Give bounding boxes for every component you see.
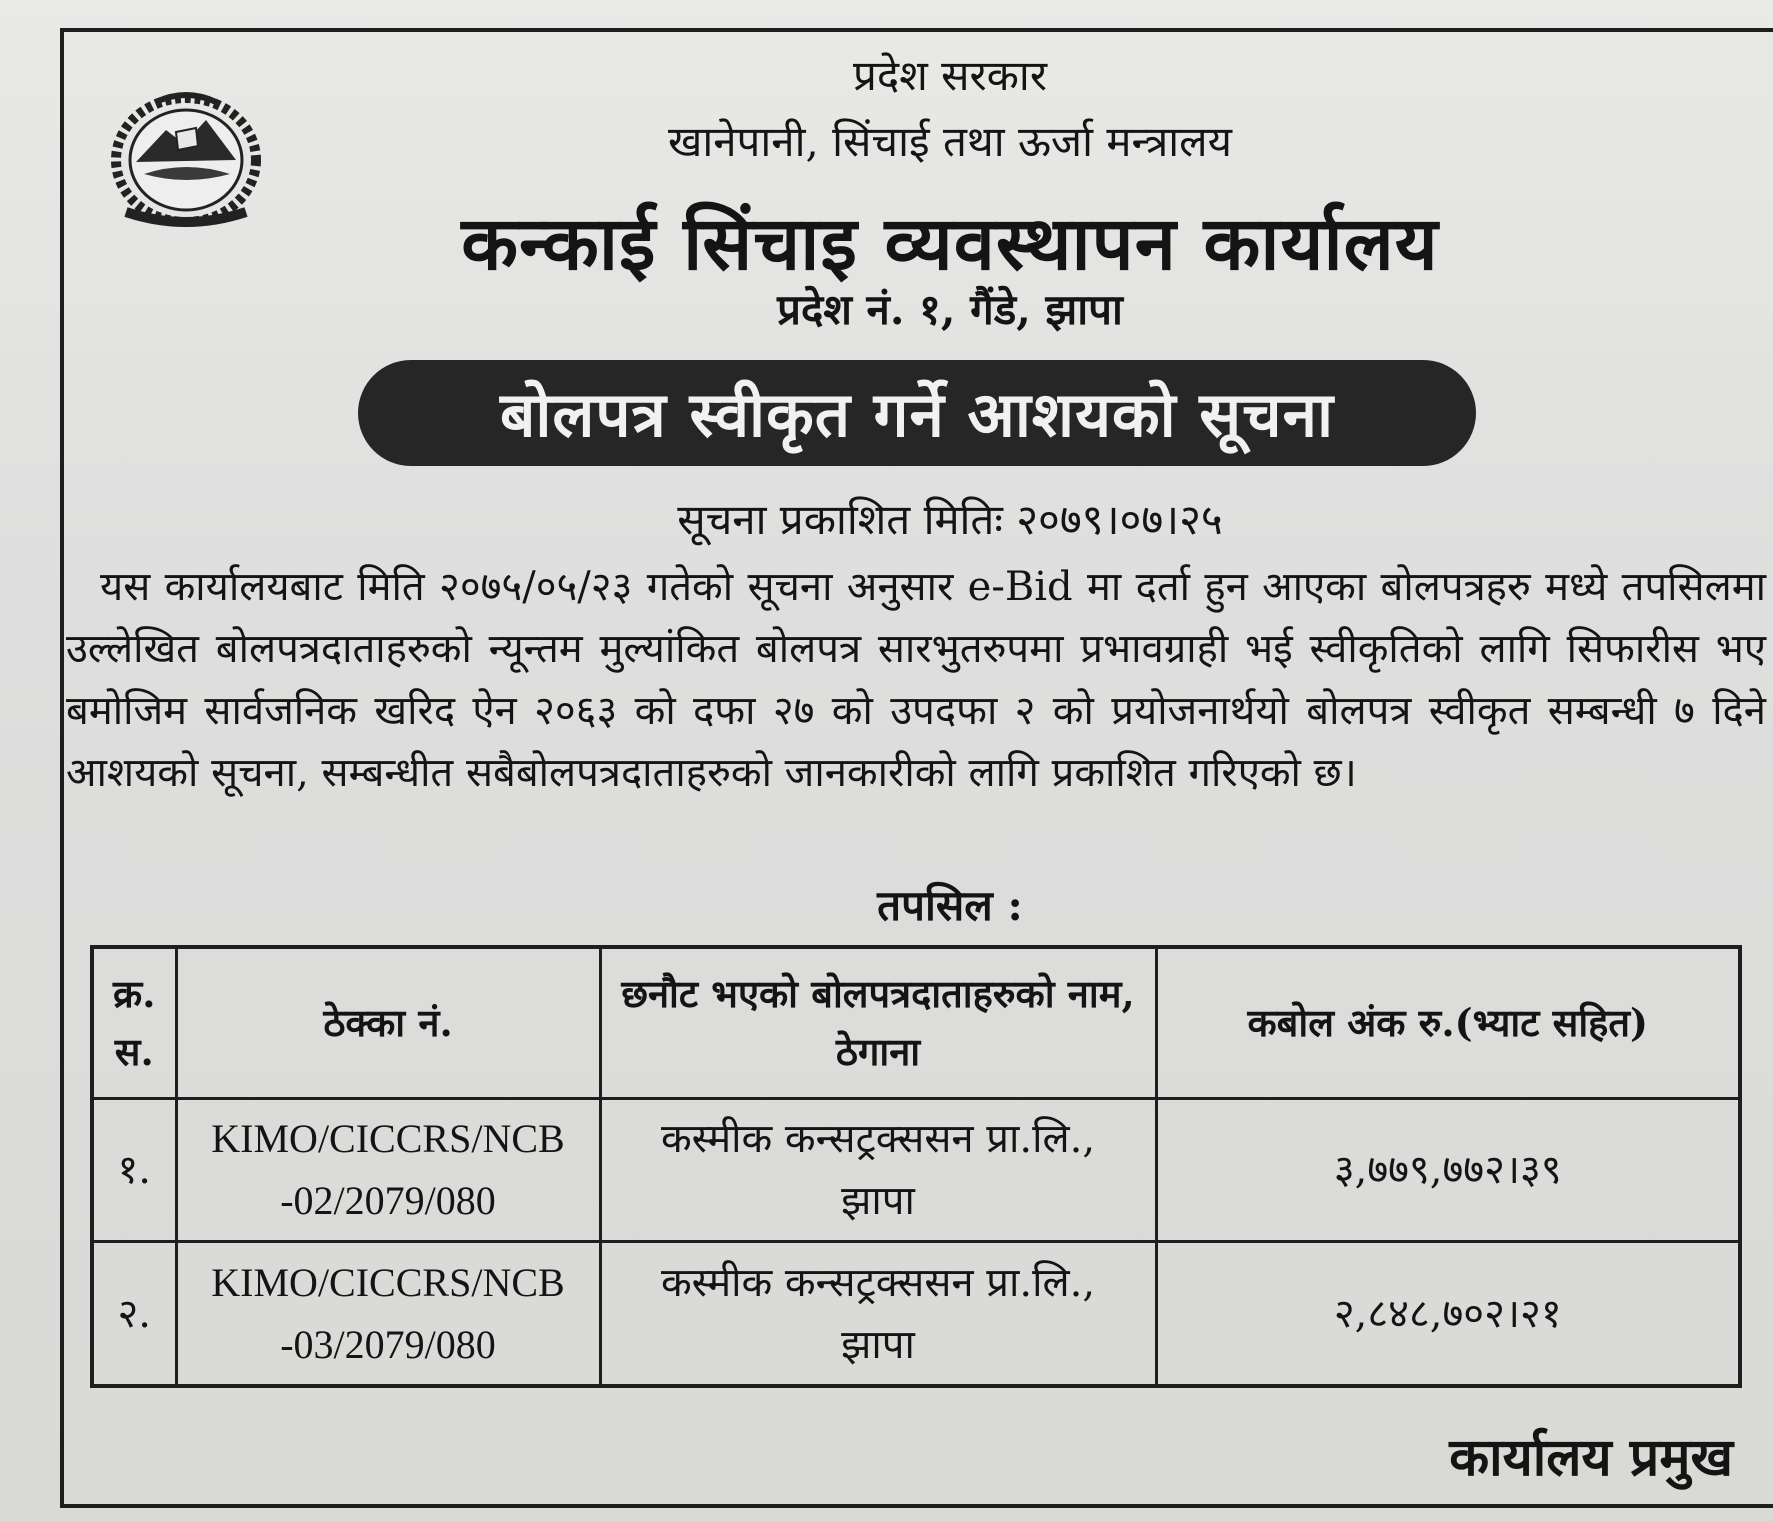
notice-title: बोलपत्र स्वीकृत गर्ने आशयको सूचना xyxy=(499,378,1335,451)
column-header-serial: क्र. स. xyxy=(92,947,176,1099)
accepted-bids-table xyxy=(90,945,1742,1388)
signature-office-chief: कार्यालय प्रमुख xyxy=(1449,1427,1733,1488)
cell-contract xyxy=(176,1242,600,1386)
table-row xyxy=(92,1099,1740,1242)
column-header-contract: ठेक्का नं. xyxy=(176,947,600,1099)
cell-amount: ३,७७९,७७२।३९ xyxy=(1156,1099,1740,1242)
contract-number-line2: -03/2079/080 xyxy=(280,1321,496,1367)
office-name: कन्काई सिंचाइ व्यवस्थापन कार्यालय xyxy=(461,201,1439,287)
contract-number-line1: KIMO/CICCRS/NCB xyxy=(211,1116,565,1162)
government-emblem-icon xyxy=(96,82,276,242)
table-header-row xyxy=(92,947,1740,1099)
government-name: प्रदेश सरकार xyxy=(853,51,1047,100)
office-address: प्रदेश नं. १, गैंडे, झापा xyxy=(777,285,1123,334)
schedule-title: तपसिल : xyxy=(877,881,1023,930)
cell-contract xyxy=(176,1099,600,1242)
bidder-name: कस्मीक कन्सट्रक्ससन प्रा.लि., xyxy=(660,1116,1096,1163)
cell-serial: २. xyxy=(92,1242,176,1386)
notice-title-band xyxy=(358,360,1476,466)
contract-number-line2: -02/2079/080 xyxy=(280,1178,496,1224)
contract-number-line1: KIMO/CICCRS/NCB xyxy=(211,1259,565,1305)
column-header-amount: कबोल अंक रु.(भ्याट सहित) xyxy=(1156,947,1740,1099)
bidder-address: झापा xyxy=(841,1321,915,1368)
cell-bidder xyxy=(600,1099,1156,1242)
table-row xyxy=(92,1242,1740,1386)
bidder-address: झापा xyxy=(841,1178,915,1225)
cell-amount: २,८४८,७०२।२१ xyxy=(1156,1242,1740,1386)
published-date: सूचना प्रकाशित मितिः २०७९।०७।२५ xyxy=(677,495,1223,544)
ministry-name: खानेपानी, सिंचाई तथा ऊर्जा मन्त्रालय xyxy=(668,117,1232,166)
bidder-name: कस्मीक कन्सट्रक्ससन प्रा.लि., xyxy=(660,1259,1096,1306)
cell-bidder xyxy=(600,1242,1156,1386)
column-header-bidder: छनौट भएको बोलपत्रदाताहरुको नाम, ठेगाना xyxy=(600,947,1156,1099)
notice-body: यस कार्यालयबाट मिति २०७५/०५/२३ गतेको सूचना अनुसार e-Bid मा दर्ता हुन आएका बोलपत्रहरु मध्ये तपसिलमा उल्लेखित बोलपत्रदाताहरुको न्यून्तम मुल्यांकित बोलपत्र सारभुतरुपमा प्रभावग्राही भई स्वीकृतिको लागि सिफारीस भए बमोजिम सार्वजनिक खरिद ऐन २०६३ को दफा २७ को उपदफा २ को प्रयोजनार्थयो बोलपत्र स्वीकृत सम्बन्धी ७ दिने आशयको सूचना, सम्बन्धीत सबैबोलपत्रदाताहरुको जानकारीको लागि प्रकाशित गरिएको छ। xyxy=(66,564,1766,796)
cell-serial: १. xyxy=(92,1099,176,1242)
